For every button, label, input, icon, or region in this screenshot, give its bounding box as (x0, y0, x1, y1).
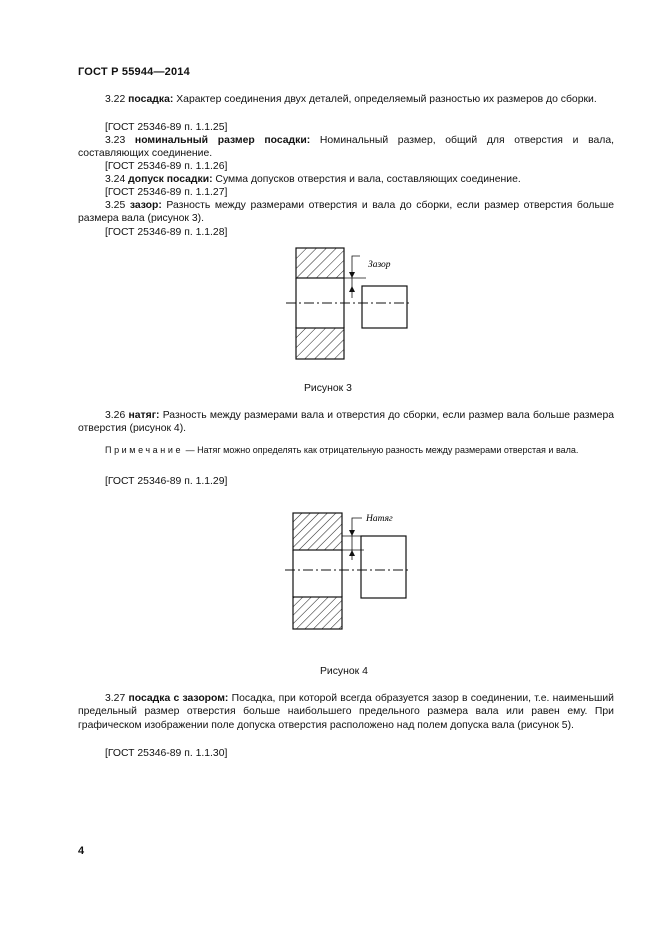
reference-3-27: [ГОСТ 25346-89 п. 1.1.30] (105, 748, 228, 759)
clause-number: 3.27 (105, 693, 126, 704)
hole-wall-lower (296, 328, 344, 359)
hole-wall-upper (293, 513, 342, 550)
paragraph-3-24 (78, 173, 614, 186)
hole-wall-upper (296, 248, 344, 278)
definition: Сумма допусков отверстия и вала, составляющих соединение. (212, 174, 521, 185)
reference-3-24: [ГОСТ 25346-89 п. 1.1.27] (105, 187, 228, 198)
reference-3-23: [ГОСТ 25346-89 п. 1.1.26] (105, 161, 228, 172)
definition: Номинальный размер, общий для отверстия и вала, составляющих соединение. (78, 135, 615, 160)
document-header: ГОСТ Р 55944—2014 (78, 66, 190, 78)
definition: Посадка, при которой всегда образуется зазор в соединении, т.е. наименьший предельный размер отверстия больше наибольшего предельного размера вала или равен ему. При графическом изображении поле допуска отверстия расположено над полем допуска вала (рисунок 5). (78, 693, 614, 731)
term: посадка: (128, 94, 174, 105)
paragraph-3-22 (78, 93, 614, 106)
term: посадка с зазором: (128, 693, 229, 704)
shaft (361, 536, 406, 598)
shaft (362, 286, 407, 328)
definition: Разность между размерами отверстия и вала до сборки, если размер отверстия больше размера вала (рисунок 3). (78, 200, 614, 225)
paragraph-3-26 (78, 409, 614, 436)
figure-4-caption: Рисунок 4 (320, 666, 368, 677)
paragraph-3-23 (78, 134, 614, 161)
reference-3-26: [ГОСТ 25346-89 п. 1.1.29] (105, 476, 228, 487)
note-label: Примечание (105, 445, 184, 455)
hole-wall-lower (293, 597, 342, 629)
reference-3-22: [ГОСТ 25346-89 п. 1.1.25] (105, 122, 228, 133)
note (78, 444, 614, 456)
figure-3-caption: Рисунок 3 (304, 383, 352, 394)
interference-label: Натяг (366, 514, 393, 524)
clause-number: 3.25 (105, 200, 126, 211)
term: натяг: (128, 410, 160, 421)
paragraph-3-27 (78, 692, 614, 732)
clause-number: 3.26 (105, 410, 126, 421)
clause-number: 3.23 (105, 135, 126, 146)
term: зазор: (129, 200, 162, 211)
gap-label: Зазор (368, 260, 391, 270)
clause-number: 3.22 (105, 94, 126, 105)
paragraph-3-25 (78, 199, 614, 226)
reference-3-25: [ГОСТ 25346-89 п. 1.1.28] (105, 227, 228, 238)
term: допуск посадки: (128, 174, 213, 185)
note-text: — Натяг можно определять как отрицательную разность между размерами отверстая и вала. (183, 445, 579, 455)
definition: Характер соединения двух деталей, определяемый разностью их размеров до сборки. (173, 94, 597, 105)
clause-number: 3.24 (105, 174, 126, 185)
definition: Разность между размерами вала и отверстия до сборки, если размер вала больше размера отверстия (рисунок 4). (78, 410, 614, 435)
term: номинальный размер посадки: (134, 135, 311, 146)
page-number: 4 (78, 845, 85, 857)
